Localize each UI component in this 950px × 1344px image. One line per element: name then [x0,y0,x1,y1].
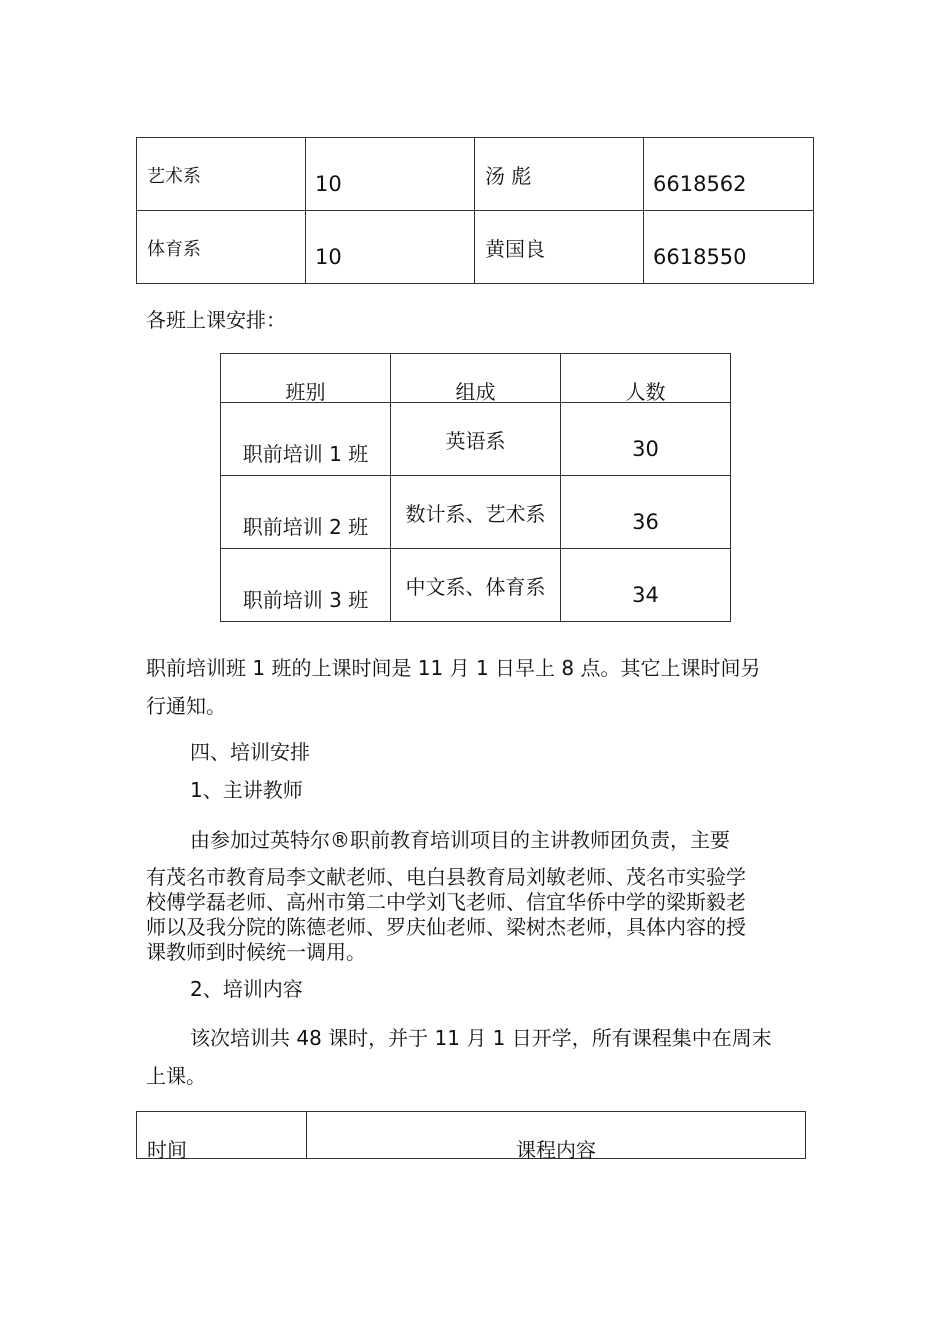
class-count: 34 [632,583,659,607]
table-row [221,403,731,476]
teachers-line-1: 由参加过英特尔®职前教育培训项目的主讲教师团负责，主要 [190,828,730,852]
teachers-line-3: 校傅学磊老师、高州市第二中学刘飞老师、信宜华侨中学的梁斯毅老 [146,890,746,914]
department-name: 艺术系 [147,166,201,187]
content-line-1: 该次培训共 48 课时，并于 11 月 1 日开学，所有课程集中在周末 [190,1026,772,1050]
class-schedule-heading: 各班上课安排： [146,308,286,332]
header-course-content: 课程内容 [516,1138,596,1162]
class-arrangement-table [220,353,731,622]
notice-line-2: 行通知。 [146,694,226,718]
teachers-line-2: 有茂名市教育局李文献老师、电白县教育局刘敏老师、茂名市实验学 [146,865,746,889]
table-header-row [221,354,731,403]
class-name: 职前培训 1 班 [242,442,369,466]
contact-person: 黄国良 [485,237,545,261]
notice-line-1: 职前培训班 1 班的上课时间是 11 月 1 日早上 8 点。其它上课时间另 [146,656,761,680]
header-count: 人数 [625,380,666,404]
class-count: 30 [632,437,659,461]
table-header-row [137,1112,806,1159]
class-composition: 英语系 [445,429,506,453]
header-composition: 组成 [455,380,496,404]
class-count: 36 [632,510,659,534]
header-time: 时间 [147,1138,187,1162]
subheading-training-content: 2、培训内容 [190,977,303,1001]
table-row [221,549,731,622]
subheading-lead-teachers: 1、主讲教师 [190,778,303,802]
table-row [137,138,814,211]
contact-phone: 6618562 [653,172,747,196]
content-line-2: 上课。 [146,1064,206,1088]
department-count: 10 [315,172,342,196]
teachers-line-5: 课教师到时候统一调用。 [146,940,366,964]
department-name: 体育系 [147,239,201,260]
contact-phone: 6618550 [653,245,747,269]
table-row [221,476,731,549]
teachers-line-4: 师以及我分院的陈德老师、罗庆仙老师、梁树杰老师，具体内容的授 [146,915,746,939]
department-contact-table [136,137,814,284]
class-composition: 数计系、艺术系 [405,502,546,526]
class-name: 职前培训 3 班 [242,588,369,612]
header-class: 班别 [285,380,326,404]
table-row [137,211,814,284]
class-composition: 中文系、体育系 [405,575,546,599]
class-name: 职前培训 2 班 [242,515,369,539]
section-heading-4: 四、培训安排 [190,740,310,764]
contact-person: 汤 彪 [485,164,532,188]
department-count: 10 [315,245,342,269]
course-schedule-table [136,1111,806,1162]
